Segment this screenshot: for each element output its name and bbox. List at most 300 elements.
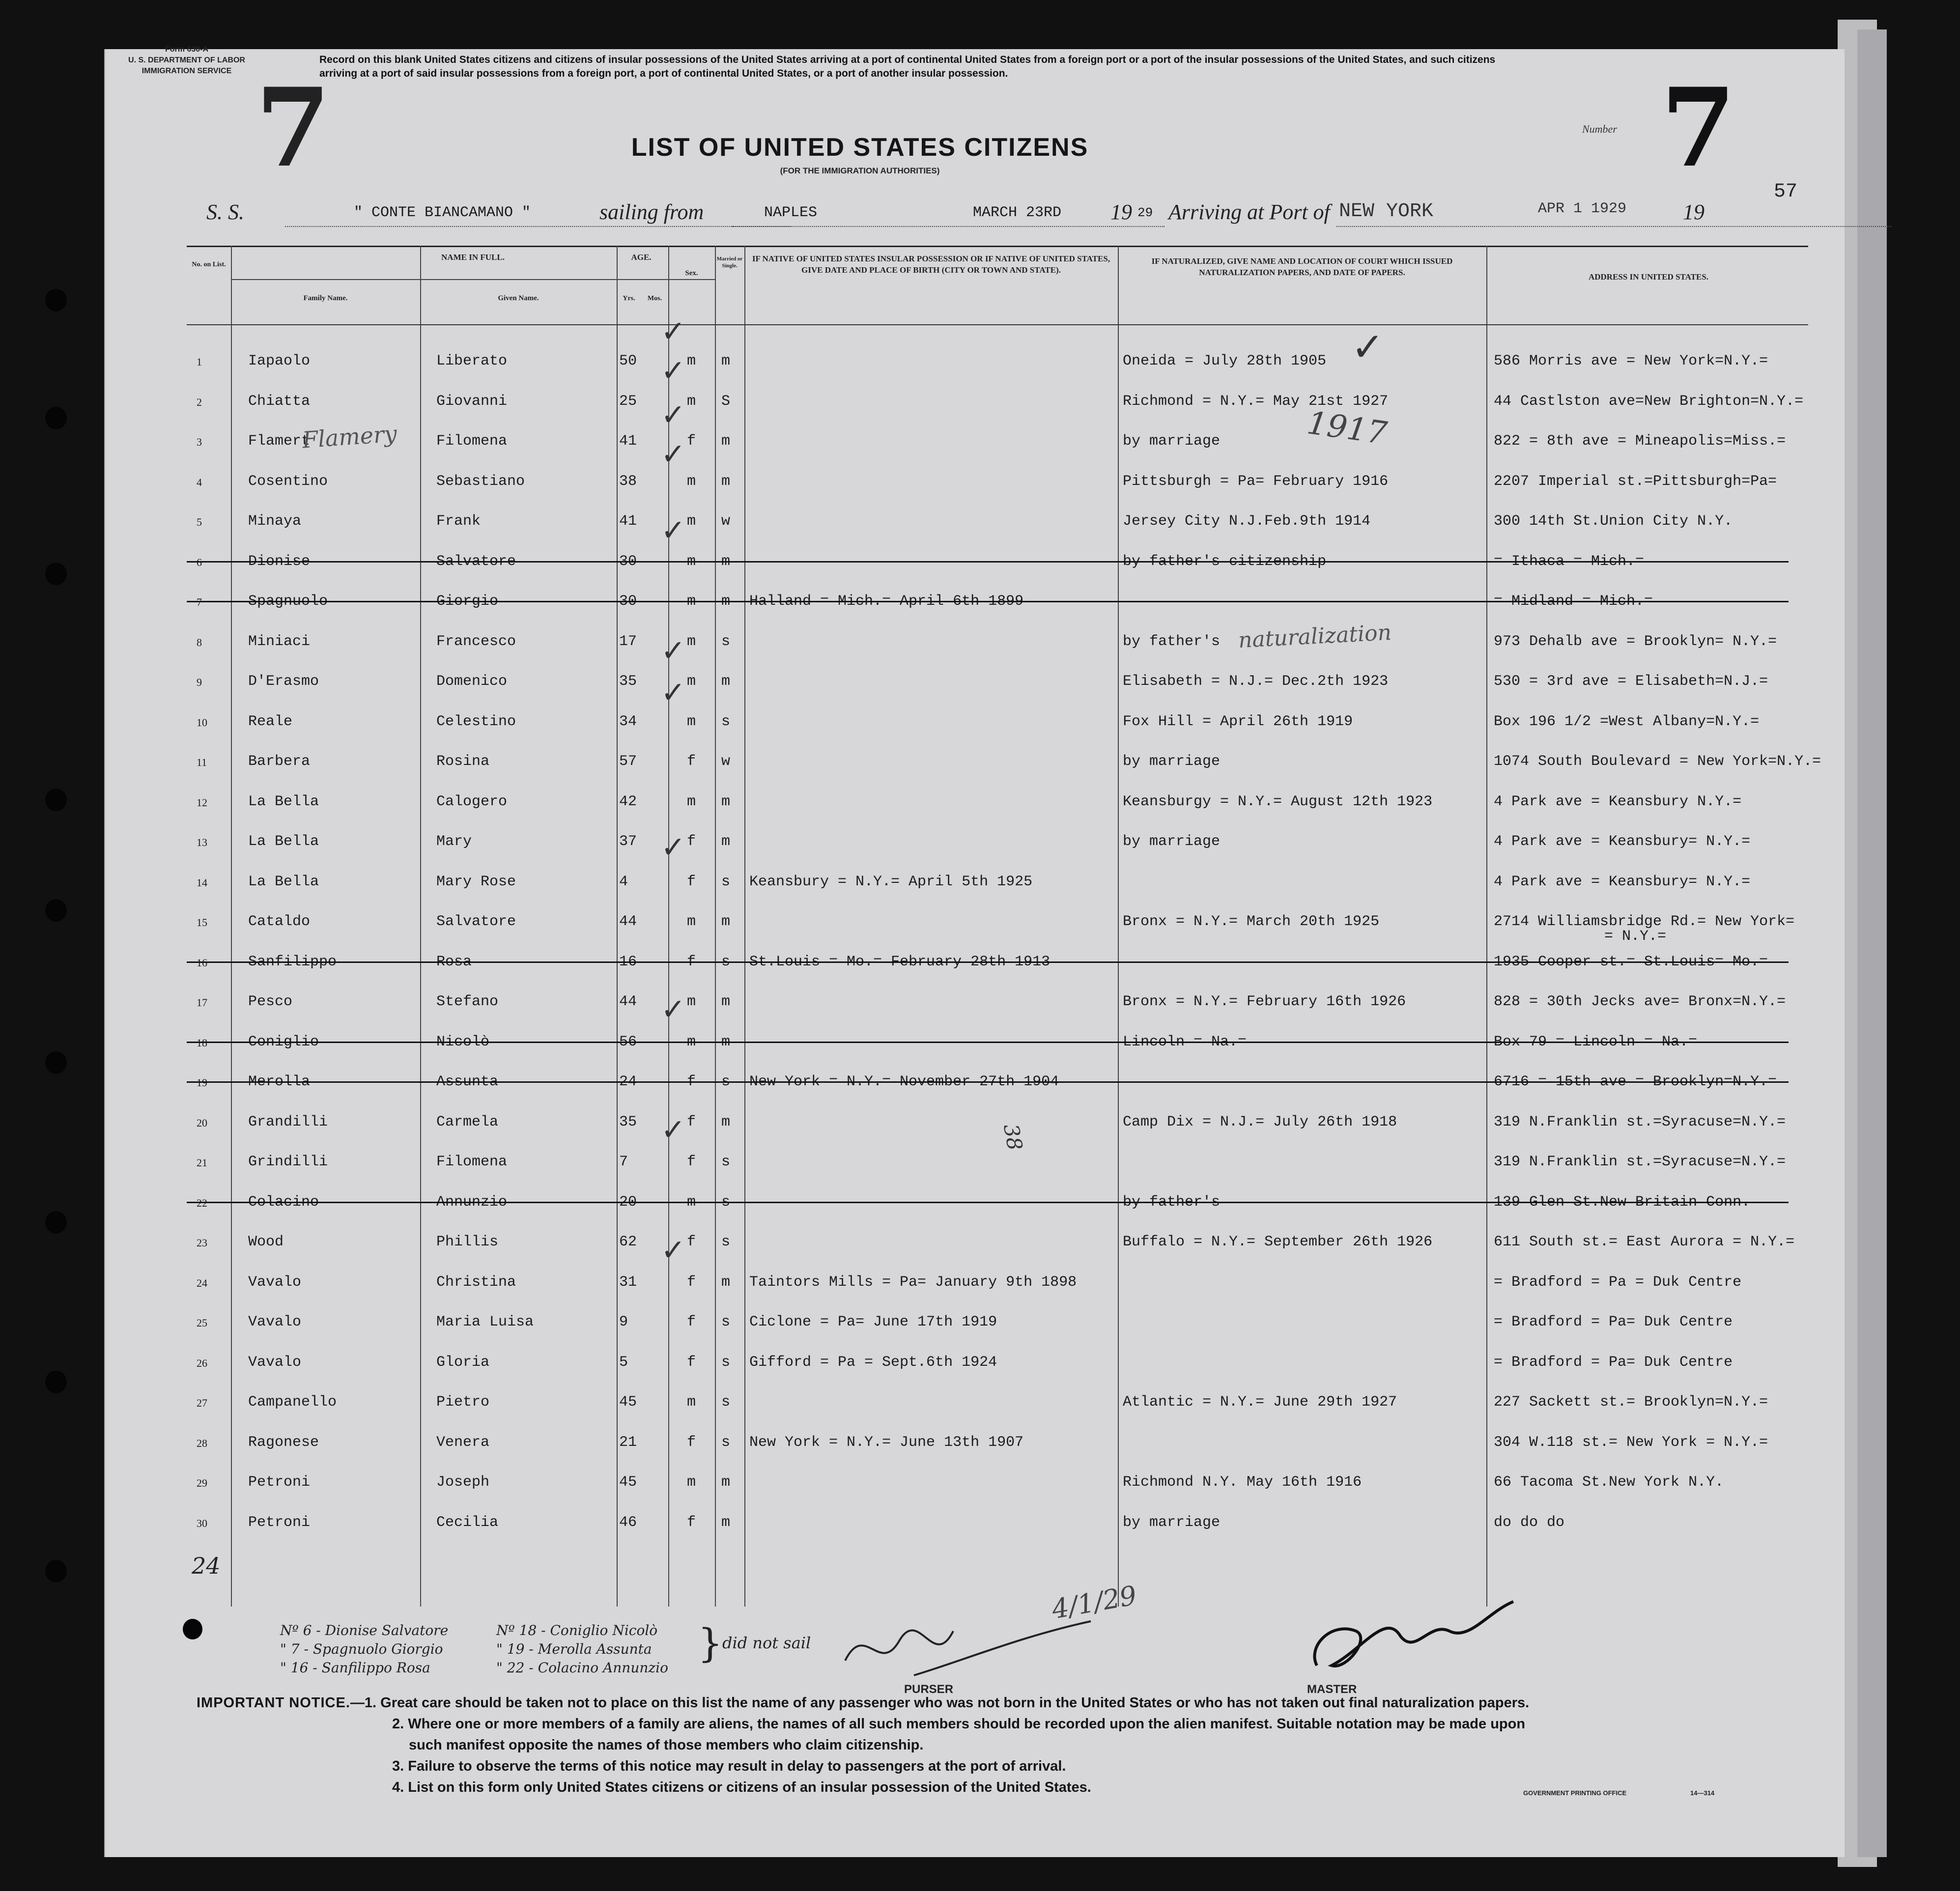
check-mark: ✓ bbox=[661, 992, 686, 1027]
family-name: Wood bbox=[248, 1234, 284, 1250]
given-name: Filomena bbox=[436, 1154, 508, 1170]
handwritten-count: 24 bbox=[192, 1552, 221, 1579]
address-continued: = N.Y.= bbox=[1604, 928, 1667, 945]
notice-item-2-continued: such manifest opposite the names of those members who claim citizenship. bbox=[409, 1737, 924, 1753]
sex: f bbox=[687, 1273, 696, 1291]
sex: m bbox=[687, 713, 696, 730]
address: = Ithaca = Mich.= bbox=[1494, 553, 1645, 570]
address: 1074 South Boulevard = New York=N.Y.= bbox=[1494, 753, 1821, 770]
handwritten-note-line: Nº 6 - Dionise Salvatore bbox=[280, 1622, 449, 1638]
naturalization: Richmond N.Y. May 16th 1916 bbox=[1123, 1474, 1362, 1491]
address: Box 196 1/2 =West Albany=N.Y.= bbox=[1494, 713, 1760, 730]
purser-signature bbox=[835, 1602, 1278, 1690]
year-suffix: 29 bbox=[1137, 205, 1153, 220]
given-name: Celestino bbox=[436, 713, 516, 730]
printer-imprint: GOVERNMENT PRINTING OFFICE bbox=[1523, 1789, 1627, 1797]
marital-status: s bbox=[721, 1434, 731, 1451]
sex: m bbox=[687, 633, 696, 650]
page-title: LIST OF UNITED STATES CITIZENS bbox=[631, 133, 1089, 162]
naturalization: Pittsburgh = Pa= February 1916 bbox=[1123, 473, 1389, 490]
given-name: Stefano bbox=[436, 993, 499, 1010]
marital-status: m bbox=[721, 1033, 731, 1050]
age-years: 62 bbox=[619, 1234, 637, 1250]
given-name: Gloria bbox=[436, 1354, 490, 1371]
birth-place-date: New York = N.Y.= November 27th 1904 bbox=[749, 1073, 1059, 1090]
column-header-naturalized: IF NATURALIZED, GIVE NAME AND LOCATION OF COURT WHICH ISSUED NATURALIZATION PAPERS, AND DATE OF PAPERS. bbox=[1151, 256, 1453, 277]
given-name: Giovanni bbox=[436, 393, 508, 410]
check-mark: ✓ bbox=[1351, 324, 1385, 370]
departure-port: NAPLES bbox=[764, 204, 818, 221]
sex: f bbox=[687, 433, 696, 450]
marital-status: s bbox=[721, 1154, 731, 1170]
row-number: 12 bbox=[197, 796, 207, 809]
age-years: 25 bbox=[619, 393, 637, 410]
did-not-sail-note-right bbox=[496, 1621, 668, 1677]
naturalization: Buffalo = N.Y.= September 26th 1926 bbox=[1123, 1234, 1433, 1250]
row-number: 13 bbox=[197, 836, 207, 848]
table-row bbox=[187, 622, 1808, 663]
naturalization: by father's bbox=[1123, 633, 1221, 650]
marital-status: S bbox=[721, 393, 731, 410]
address: 822 = 8th ave = Mineapolis=Miss.= bbox=[1494, 433, 1786, 450]
did-not-sail-note-left bbox=[280, 1621, 448, 1677]
master-label: MASTER bbox=[1307, 1683, 1357, 1696]
table-row bbox=[187, 903, 1808, 943]
list-number-stamp: 7 bbox=[256, 64, 331, 191]
table-row bbox=[187, 342, 1808, 382]
table-row bbox=[187, 1063, 1808, 1103]
address: 4 Park ave = Keansbury N.Y.= bbox=[1494, 793, 1742, 810]
strike-through-line bbox=[187, 561, 1789, 563]
family-name: Colacino bbox=[248, 1193, 319, 1211]
handwritten-flamery: Flamery bbox=[301, 420, 398, 453]
number-label: Number bbox=[1582, 123, 1617, 135]
age-years: 45 bbox=[619, 1474, 637, 1491]
naturalization: Keansburgy = N.Y.= August 12th 1923 bbox=[1123, 793, 1433, 810]
punch-hole bbox=[45, 1051, 67, 1074]
given-name: Maria Luisa bbox=[436, 1314, 534, 1330]
naturalization: Oneida = July 28th 1905 bbox=[1123, 353, 1327, 369]
table-row bbox=[187, 382, 1808, 423]
stamp-number: 38 bbox=[998, 1122, 1027, 1153]
family-name: Reale bbox=[248, 713, 293, 730]
age-years: 17 bbox=[619, 633, 637, 650]
arrival-port: NEW YORK bbox=[1339, 200, 1434, 223]
table-row bbox=[187, 1303, 1808, 1343]
marital-status: m bbox=[721, 1113, 731, 1130]
strike-through-line bbox=[187, 601, 1789, 602]
page-number: 57 bbox=[1774, 181, 1798, 203]
row-number: 15 bbox=[197, 916, 207, 929]
given-name: Cecilia bbox=[436, 1514, 499, 1531]
marital-status: s bbox=[721, 1354, 731, 1371]
address: = Bradford = Pa= Duk Centre bbox=[1494, 1354, 1733, 1371]
strike-through-line bbox=[187, 1042, 1789, 1043]
table-row bbox=[187, 822, 1808, 863]
punch-hole bbox=[45, 899, 67, 922]
ss-label: S. S. bbox=[206, 200, 244, 224]
check-mark: ✓ bbox=[661, 830, 686, 865]
year-prefix: 19 bbox=[1110, 200, 1132, 224]
family-name: Flamert bbox=[248, 433, 311, 450]
age-years: 7 bbox=[619, 1154, 628, 1170]
marital-status: s bbox=[721, 713, 731, 730]
naturalization: Atlantic = N.Y.= June 29th 1927 bbox=[1123, 1394, 1397, 1411]
row-number: 18 bbox=[197, 1036, 207, 1049]
marital-status: s bbox=[721, 1314, 731, 1330]
address: 2714 Williamsbridge Rd.= New York= bbox=[1494, 913, 1795, 930]
birth-place-date: Ciclone = Pa= June 17th 1919 bbox=[749, 1314, 997, 1330]
table-row bbox=[187, 1263, 1808, 1303]
family-name: Petroni bbox=[248, 1474, 311, 1491]
master-signature bbox=[1302, 1592, 1548, 1685]
age-years: 41 bbox=[619, 433, 637, 450]
naturalization: by marriage bbox=[1123, 833, 1221, 850]
sex: f bbox=[687, 1314, 696, 1330]
table-row bbox=[187, 1423, 1808, 1464]
marital-status: m bbox=[721, 673, 731, 690]
notice-item-2: 2. Where one or more members of a family are aliens, the names of all such members should be recorded upon the alien manifest. Suitable notation may be made upon bbox=[392, 1716, 1526, 1732]
ship-name: " CONTE BIANCAMANO " bbox=[354, 204, 531, 221]
table-row bbox=[187, 943, 1808, 983]
table-row bbox=[187, 1143, 1808, 1183]
family-name: Vavalo bbox=[248, 1354, 302, 1371]
family-name: Chiatta bbox=[248, 393, 311, 410]
age-years: 37 bbox=[619, 833, 637, 850]
marital-status: m bbox=[721, 993, 731, 1010]
table-row bbox=[187, 1023, 1808, 1063]
sailing-date: MARCH 23RD bbox=[973, 204, 1062, 221]
marital-status: s bbox=[721, 1073, 731, 1090]
family-name: La Bella bbox=[248, 833, 319, 850]
sex: f bbox=[687, 953, 696, 970]
handwritten-note-line: " 16 - Sanfilippo Rosa bbox=[280, 1660, 430, 1676]
table-row bbox=[187, 542, 1808, 583]
sex: m bbox=[687, 1193, 696, 1211]
family-name: Miniaci bbox=[248, 633, 311, 650]
address: Box 79 = Lincoln = Na.= bbox=[1494, 1033, 1698, 1050]
family-name: Grandilli bbox=[248, 1113, 328, 1130]
naturalization: by father's bbox=[1123, 1193, 1221, 1211]
handwritten-year: 1917 bbox=[1305, 405, 1390, 452]
address: 139 Glen St.New Britain Conn. bbox=[1494, 1193, 1751, 1211]
address: 4 Park ave = Keansbury= N.Y.= bbox=[1494, 833, 1751, 850]
age-years: 35 bbox=[619, 1113, 637, 1130]
notice-item-3: 3. Failure to observe the terms of this notice may result in delay to passengers at the port of arrival. bbox=[392, 1758, 1066, 1774]
marital-status: m bbox=[721, 433, 731, 450]
marital-status: m bbox=[721, 353, 731, 369]
age-years: 5 bbox=[619, 1354, 628, 1371]
marital-status: s bbox=[721, 873, 731, 890]
purser-label: PURSER bbox=[904, 1683, 954, 1696]
column-header-age: AGE. bbox=[631, 253, 652, 262]
marital-status: s bbox=[721, 633, 731, 650]
address: 66 Tacoma St.New York N.Y. bbox=[1494, 1474, 1724, 1491]
punch-hole bbox=[45, 563, 67, 585]
table-row bbox=[187, 742, 1821, 783]
check-mark: ✓ bbox=[661, 513, 686, 548]
age-years: 44 bbox=[619, 913, 637, 930]
row-number: 30 bbox=[197, 1517, 207, 1529]
naturalization: Bronx = N.Y.= March 20th 1925 bbox=[1123, 913, 1380, 930]
given-name: Phillis bbox=[436, 1234, 499, 1250]
age-years: 50 bbox=[619, 353, 637, 369]
row-number: 9 bbox=[197, 676, 202, 688]
age-years: 38 bbox=[619, 473, 637, 490]
address: do do do bbox=[1494, 1514, 1565, 1531]
address: 300 14th St.Union City N.Y. bbox=[1494, 513, 1733, 530]
age-years: 30 bbox=[619, 553, 637, 570]
marital-status: m bbox=[721, 593, 731, 610]
naturalization: by marriage bbox=[1123, 433, 1221, 450]
marital-status: s bbox=[721, 1234, 731, 1250]
given-name: Giorgio bbox=[436, 593, 499, 610]
table-row bbox=[187, 1503, 1808, 1544]
strike-through-line bbox=[187, 961, 1789, 963]
marital-status: w bbox=[721, 513, 731, 530]
naturalization: Bronx = N.Y.= February 16th 1926 bbox=[1123, 993, 1406, 1010]
family-name: Cosentino bbox=[248, 473, 328, 490]
family-name: Spagnuolo bbox=[248, 593, 328, 610]
marital-status: m bbox=[721, 1273, 731, 1291]
given-name: Sebastiano bbox=[436, 473, 525, 490]
arrival-year-prefix: 19 bbox=[1683, 200, 1704, 224]
punch-hole bbox=[45, 1371, 67, 1393]
given-name: Filomena bbox=[436, 433, 508, 450]
age-years: 56 bbox=[619, 1033, 637, 1050]
punch-hole bbox=[45, 407, 67, 429]
given-name: Calogero bbox=[436, 793, 508, 810]
marital-status: s bbox=[721, 953, 731, 970]
address: 1935 Cooper st.= St.Louis= Mo.= bbox=[1494, 953, 1768, 970]
marital-status: m bbox=[721, 833, 731, 850]
family-name: Cataldo bbox=[248, 913, 311, 930]
sex: m bbox=[687, 593, 696, 610]
column-header-mos: Mos. bbox=[647, 295, 662, 302]
address: 530 = 3rd ave = Elisabeth=N.J.= bbox=[1494, 673, 1768, 690]
table-row bbox=[187, 1103, 1808, 1143]
family-name: La Bella bbox=[248, 873, 319, 890]
sex: f bbox=[687, 1354, 696, 1371]
handwritten-note-line: " 19 - Merolla Assunta bbox=[496, 1641, 652, 1657]
address: = Bradford = Pa= Duk Centre bbox=[1494, 1314, 1733, 1330]
handwritten-date: 4/1/29 bbox=[1049, 1580, 1139, 1625]
given-name: Pietro bbox=[436, 1394, 490, 1411]
sex: f bbox=[687, 1073, 696, 1090]
sex: f bbox=[687, 1514, 696, 1531]
punch-hole bbox=[45, 789, 67, 811]
did-not-sail-label: did not sail bbox=[722, 1634, 811, 1652]
sex: f bbox=[687, 1234, 696, 1250]
naturalization: by father's citizenship bbox=[1123, 553, 1327, 570]
age-years: 30 bbox=[619, 593, 637, 610]
row-number: 27 bbox=[197, 1397, 207, 1409]
sex: m bbox=[687, 353, 696, 369]
check-mark: ✓ bbox=[661, 398, 686, 432]
row-number: 7 bbox=[197, 596, 202, 608]
family-name: Vavalo bbox=[248, 1273, 302, 1291]
row-number: 25 bbox=[197, 1317, 207, 1329]
address: 2207 Imperial st.=Pittsburgh=Pa= bbox=[1494, 473, 1777, 490]
department-name: U. S. DEPARTMENT OF LABOR bbox=[128, 56, 245, 64]
row-number: 8 bbox=[197, 636, 202, 649]
family-name: Vavalo bbox=[248, 1314, 302, 1330]
age-years: 42 bbox=[619, 793, 637, 810]
form-identification bbox=[118, 44, 256, 77]
address: 973 Dehalb ave = Brooklyn= N.Y.= bbox=[1494, 633, 1777, 650]
address: = Bradford = Pa = Duk Centre bbox=[1494, 1273, 1742, 1291]
age-years: 34 bbox=[619, 713, 637, 730]
handwritten-note-line: Nº 18 - Coniglio Nicolò bbox=[496, 1622, 658, 1638]
check-mark: ✓ bbox=[661, 314, 686, 349]
age-years: 21 bbox=[619, 1434, 637, 1451]
sex: m bbox=[687, 993, 696, 1010]
row-number: 21 bbox=[197, 1157, 207, 1169]
column-header-birth: IF NATIVE OF UNITED STATES INSULAR POSSESSION OR IF NATIVE OF UNITED STATES, GIVE DATE AND PLACE OF BIRTH (CITY OR TOWN AND STATE). bbox=[752, 254, 1110, 275]
given-name: Liberato bbox=[436, 353, 508, 369]
table-row bbox=[187, 863, 1808, 903]
handwritten-naturalization: naturalization bbox=[1237, 620, 1392, 653]
sex: f bbox=[687, 1154, 696, 1170]
table-row bbox=[187, 422, 1808, 462]
age-years: 4 bbox=[619, 873, 628, 890]
marital-status: m bbox=[721, 913, 731, 930]
naturalization: Jersey City N.J.Feb.9th 1914 bbox=[1123, 513, 1371, 530]
address: 304 W.118 st.= New York = N.Y.= bbox=[1494, 1434, 1768, 1451]
age-years: 44 bbox=[619, 993, 637, 1010]
notice-item-4: 4. List on this form only United States citizens or citizens of an insular possession of the United States. bbox=[392, 1779, 1091, 1795]
given-name: Joseph bbox=[436, 1474, 490, 1491]
row-number: 5 bbox=[197, 516, 202, 528]
birth-place-date: Keansbury = N.Y.= April 5th 1925 bbox=[749, 873, 1033, 890]
notice-item-1: —1. Great care should be taken not to place on this list the name of any passenger who was not born in the United States or who has not taken out final naturalization papers. bbox=[350, 1695, 1530, 1711]
age-years: 45 bbox=[619, 1394, 637, 1411]
given-name: Rosa bbox=[436, 953, 472, 970]
given-name: Venera bbox=[436, 1434, 490, 1451]
row-number: 14 bbox=[197, 876, 207, 889]
birth-place-date: Taintors Mills = Pa= January 9th 1898 bbox=[749, 1273, 1077, 1291]
column-header-name: NAME IN FULL. bbox=[441, 253, 505, 262]
row-number: 10 bbox=[197, 716, 207, 729]
marital-status: s bbox=[721, 1193, 731, 1211]
arrival-date-stamp: APR 1 1929 bbox=[1538, 200, 1627, 217]
given-name: Francesco bbox=[436, 633, 516, 650]
row-number: 16 bbox=[197, 956, 207, 969]
family-name: Campanello bbox=[248, 1394, 337, 1411]
table-row bbox=[187, 983, 1808, 1023]
row-number: 26 bbox=[197, 1356, 207, 1369]
row-number: 20 bbox=[197, 1116, 207, 1129]
birth-place-date: Gifford = Pa = Sept.6th 1924 bbox=[749, 1354, 997, 1371]
row-number: 3 bbox=[197, 436, 202, 448]
row-number: 24 bbox=[197, 1276, 207, 1289]
family-name: Minaya bbox=[248, 513, 302, 530]
important-notice-label: IMPORTANT NOTICE. bbox=[197, 1695, 350, 1711]
service-name: IMMIGRATION SERVICE bbox=[142, 67, 232, 75]
table-row bbox=[187, 662, 1808, 703]
list-number: 7 bbox=[1661, 64, 1736, 191]
address: 6716 = 15th ave = Brooklyn=N.Y.= bbox=[1494, 1073, 1777, 1090]
given-name: Carmela bbox=[436, 1113, 499, 1130]
column-header-family: Family Name. bbox=[303, 294, 348, 302]
address: 828 = 30th Jecks ave= Bronx=N.Y.= bbox=[1494, 993, 1786, 1010]
sex: f bbox=[687, 753, 696, 770]
back-page-edge bbox=[1857, 29, 1887, 1857]
given-name: Domenico bbox=[436, 673, 508, 690]
family-name: Ragonese bbox=[248, 1434, 319, 1451]
check-mark: ✓ bbox=[661, 676, 686, 710]
strike-through-line bbox=[187, 1202, 1789, 1203]
naturalization: Elisabeth = N.J.= Dec.2th 1923 bbox=[1123, 673, 1389, 690]
sex: m bbox=[687, 1394, 696, 1411]
given-name: Christina bbox=[436, 1273, 516, 1291]
age-years: 35 bbox=[619, 673, 637, 690]
family-name: Iapaolo bbox=[248, 353, 311, 369]
given-name: Frank bbox=[436, 513, 481, 530]
check-mark: ✓ bbox=[661, 634, 686, 668]
address: 44 Castlston ave=New Brighton=N.Y.= bbox=[1494, 393, 1804, 410]
naturalization: Richmond = N.Y.= May 21st 1927 bbox=[1123, 393, 1389, 410]
table-row bbox=[187, 1183, 1808, 1223]
address: = Midland = Mich.= bbox=[1494, 593, 1653, 610]
sex: m bbox=[687, 793, 696, 810]
given-name: Assunta bbox=[436, 1073, 499, 1090]
column-header-yrs: Yrs. bbox=[623, 295, 635, 302]
row-number: 2 bbox=[197, 395, 202, 408]
address: 4 Park ave = Keansbury= N.Y.= bbox=[1494, 873, 1751, 890]
sex: m bbox=[687, 913, 696, 930]
form-number: Form 630-A bbox=[165, 45, 209, 54]
row-number: 4 bbox=[197, 476, 202, 488]
punch-hole bbox=[45, 289, 67, 311]
punch-hole bbox=[45, 1211, 67, 1234]
age-years: 20 bbox=[619, 1193, 637, 1211]
punch-hole bbox=[183, 1619, 202, 1639]
given-name: Salvatore bbox=[436, 553, 516, 570]
column-header-sex: Sex. bbox=[685, 269, 698, 277]
table-row bbox=[187, 783, 1808, 823]
sex: f bbox=[687, 1434, 696, 1451]
row-number: 22 bbox=[197, 1196, 207, 1209]
address: 586 Morris ave = New York=N.Y.= bbox=[1494, 353, 1768, 369]
family-name: Grindilli bbox=[248, 1154, 328, 1170]
age-years: 41 bbox=[619, 513, 637, 530]
check-mark: ✓ bbox=[661, 1233, 686, 1268]
table-row bbox=[187, 1223, 1808, 1263]
ship-line bbox=[206, 197, 1789, 226]
row-number: 28 bbox=[197, 1437, 207, 1449]
age-years: 16 bbox=[619, 953, 637, 970]
age-years: 31 bbox=[619, 1273, 637, 1291]
table-row bbox=[187, 1463, 1808, 1503]
given-name: Mary Rose bbox=[436, 873, 516, 890]
address: 319 N.Franklin st.=Syracuse=N.Y.= bbox=[1494, 1154, 1786, 1170]
row-number: 29 bbox=[197, 1477, 207, 1489]
sex: f bbox=[687, 1113, 696, 1130]
row-number: 17 bbox=[197, 996, 207, 1009]
check-mark: ✓ bbox=[661, 354, 686, 388]
marital-status: w bbox=[721, 753, 731, 770]
page-subtitle: (FOR THE IMMIGRATION AUTHORITIES) bbox=[780, 166, 940, 175]
row-number: 11 bbox=[197, 756, 207, 768]
top-notice: Record on this blank United States citizens and citizens of insular possessions of the United States arriving at a port of continental United States from a foreign port or a port of the insular possessions of the United States, and such citizens arriving at a port of said insular possessions from a foreign port, a port of continental United States, or a port of another insular possession. bbox=[319, 54, 1496, 79]
sex: m bbox=[687, 1033, 696, 1050]
marital-status: m bbox=[721, 1474, 731, 1491]
sex: m bbox=[687, 393, 696, 410]
sex: m bbox=[687, 673, 696, 690]
age-years: 9 bbox=[619, 1314, 628, 1330]
birth-place-date: Halland = Mich.= April 6th 1899 bbox=[749, 593, 1024, 610]
